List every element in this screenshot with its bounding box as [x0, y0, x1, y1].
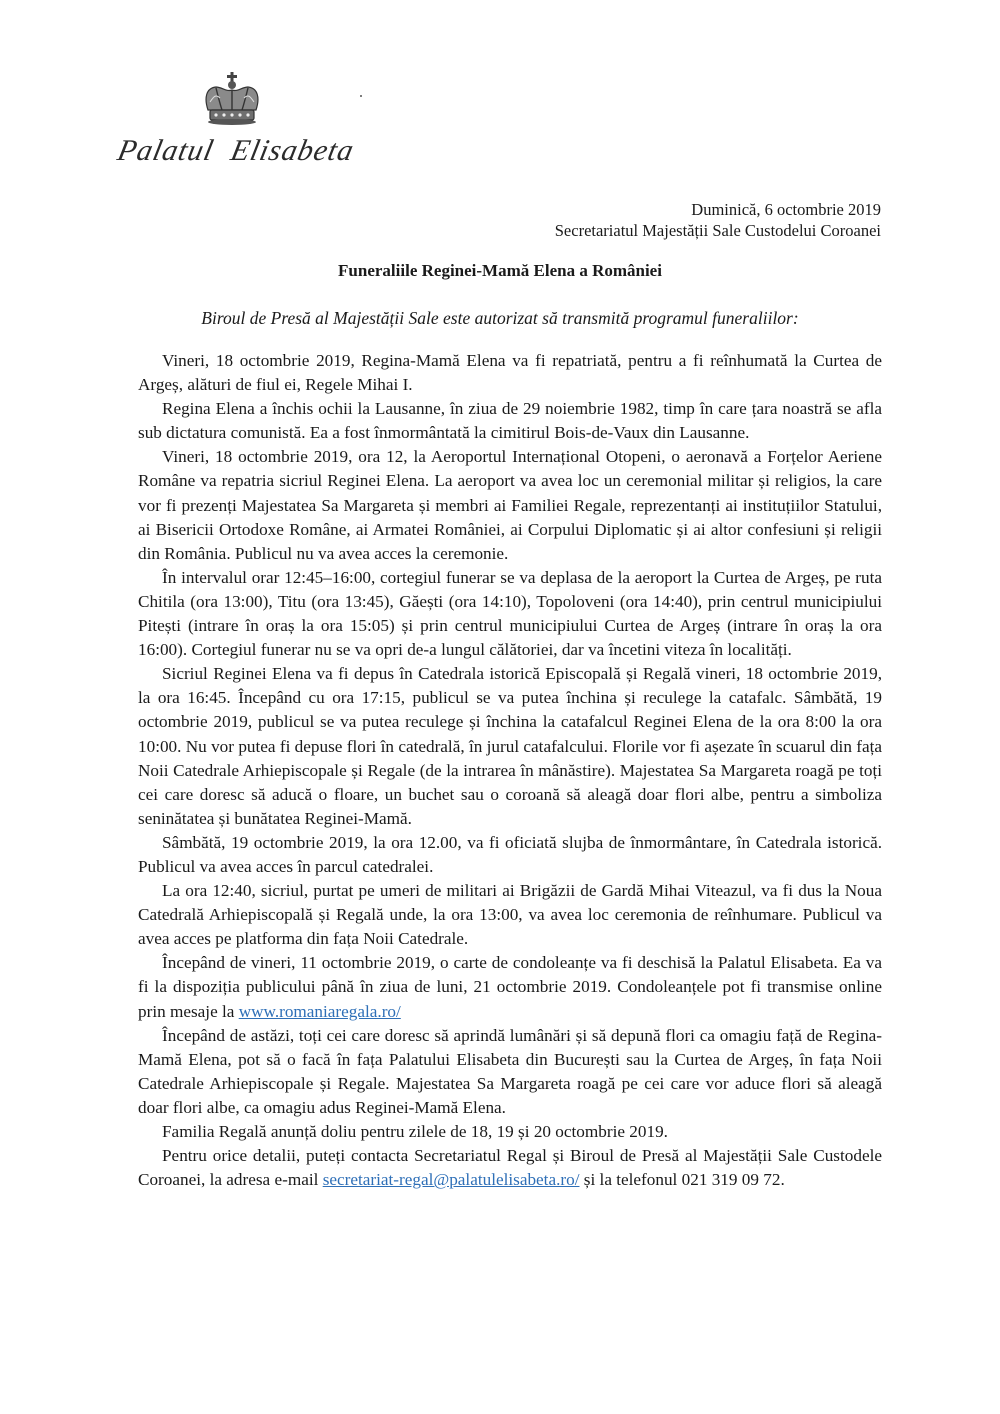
paragraph-catafalque: Sicriul Reginei Elena va fi depus în Catedrala istorică Episcopală și Regală vineri, 18 octombrie 2019, la ora 16:45. Începând cu ora 17:15, publicul se va putea închina și reculege la catafalc. Sâmbătă, 19 octombrie 2019, publicul se va putea reculege și închina la catafalcul Reginei Elena de la ora 8:00 la ora 10:00. Nu vor putea fi depuse flori în catedrală, în jurul catafalcului. Florile vor fi așezate în scuarul din fața Noii Catedrale Arhiepiscopale și Regale (de la intrarea în mânăstire). Majestatea Sa Margareta roagă pe toți cei care doresc să aducă o floare, un buchet sau o coroană să aleagă doar flori albe, pentru a simboliza seninătatea și bunătatea Reginei-Mamă. [138, 664, 882, 828]
document-title: Funeraliile Reginei-Mamă Elena a României [338, 261, 662, 280]
logo-word-palatul: Palatul [114, 134, 217, 167]
logo-word-elisabeta: Elisabeta [227, 134, 358, 167]
paragraph-mourning: Familia Regală anunță doliu pentru zilele de 18, 19 și 20 octombrie 2019. [162, 1122, 668, 1141]
paragraph-tribute: Începând de astăzi, toți cei care doresc să aprindă lumânări și să depună flori ca omagiu față de Regina-Mamă Elena, pot să o facă în fața Palatului Elisabeta din București sau la Curtea de Argeș, în fața Noii Catedrale Arhiepiscopale și Regale. Majestatea Sa Margareta roagă pe cei care vor aduce flori să aleagă doar flori albe, ca omagiu adus Reginei-Mamă Elena. [138, 1025, 882, 1117]
stray-dot [360, 95, 362, 97]
crown-icon [202, 72, 262, 126]
paragraph-reburial: La ora 12:40, sicriul, purtat pe umeri de militari ai Brigăzii de Gardă Mihai Viteazul, va fi dus la Noua Catedrală Arhiepiscopală și Regală unde, la ora 13:00, va avea loc ceremonia de reînhumare. Publicul va avea acces pe platforma din fața Noii Catedrale. [138, 881, 882, 949]
document-subtitle: Biroul de Presă al Majestății Sale este autorizat să transmită programul funeraliilor: [201, 308, 799, 328]
document-body [138, 349, 882, 1192]
website-link[interactable]: www.romaniaregala.ro/ [238, 1001, 401, 1021]
logo-wordmark [114, 134, 357, 168]
email-link[interactable]: secretariat-regal@palatulelisabeta.ro/ [322, 1170, 580, 1190]
paragraph-airport-ceremony: Vineri, 18 octombrie 2019, ora 12, la Aeroportul Internațional Otopeni, o aeronavă a Forțelor Aeriene Române va repatria sicriul Reginei Elena. La aeroport va avea loc un ceremonial militar și religios, la care vor fi prezenți Majestatea Sa Margareta și membri ai Familiei Regale, reprezentanți ai instituțiilor Statului, ai Bisericii Ortodoxe Române, ai Armatei României, ai Corpului Diplomatic și ai altor confesiuni și religii din România. Publicul nu va avea acces la ceremonie. [138, 447, 882, 563]
paragraph-contact [138, 1144, 882, 1192]
document-issuer: Secretariatul Majestății Sale Custodelui Coroanei [554, 221, 881, 240]
paragraph-cortege-route: În intervalul orar 12:45–16:00, cortegiul funerar se va deplasa de la aeroport la Curtea de Argeș, pe ruta Chitila (ora 13:00), Titu (ora 13:45), Găești (ora 14:10), Topoloveni (ora 14:40), prin centrul municipiului Pitești (intrare în oraș la ora 15:05) și prin centrul municipiului Curtea de Argeș (intrare în oraș la ora 16:00). Cortegiul funerar nu se va opri de-a lungul călătoriei, dar va încetini viteza în localități. [138, 567, 882, 660]
paragraph-history: Regina Elena a închis ochii la Lausanne, în ziua de 29 noiembrie 1982, timp în care țara noastră se afla sub dictatura comunistă. Ea a fost înmormântată la cimitirul Bois-de-Vaux din Lausanne. [138, 399, 882, 443]
letterhead [114, 72, 378, 172]
document-meta [555, 199, 881, 241]
paragraph-condolences [138, 951, 882, 1023]
condolences-text: Începând de vineri, 11 octombrie 2019, o carte de condoleanțe va fi deschisă la Palatul Elisabeta. Ea va fi la dispoziția publicului până în ziua de luni, 21 octombrie 2019. Condoleanțele pot fi transmise online prin mesaje la [138, 953, 882, 1021]
paragraph-repatriation: Vineri, 18 octombrie 2019, Regina-Mamă Elena va fi repatriată, pentru a fi reînhumată la Curtea de Argeș, alături de fiul ei, Regele Mihai I. [138, 351, 882, 395]
document-date: Duminică, 6 octombrie 2019 [691, 200, 881, 219]
contact-text-after: și la telefonul 021 319 09 72. [579, 1170, 785, 1190]
paragraph-funeral-service: Sâmbătă, 19 octombrie 2019, la ora 12.00, va fi oficiată slujba de înmormântare, în Catedrala istorică. Publicul va avea acces în parcul catedralei. [138, 832, 882, 876]
contact-text-before: Pentru orice detalii, puteți contacta Secretariatul Regal și Biroul de Presă al Majestății Sale Custodele Coroanei, la adresa e-mail [138, 1146, 882, 1190]
